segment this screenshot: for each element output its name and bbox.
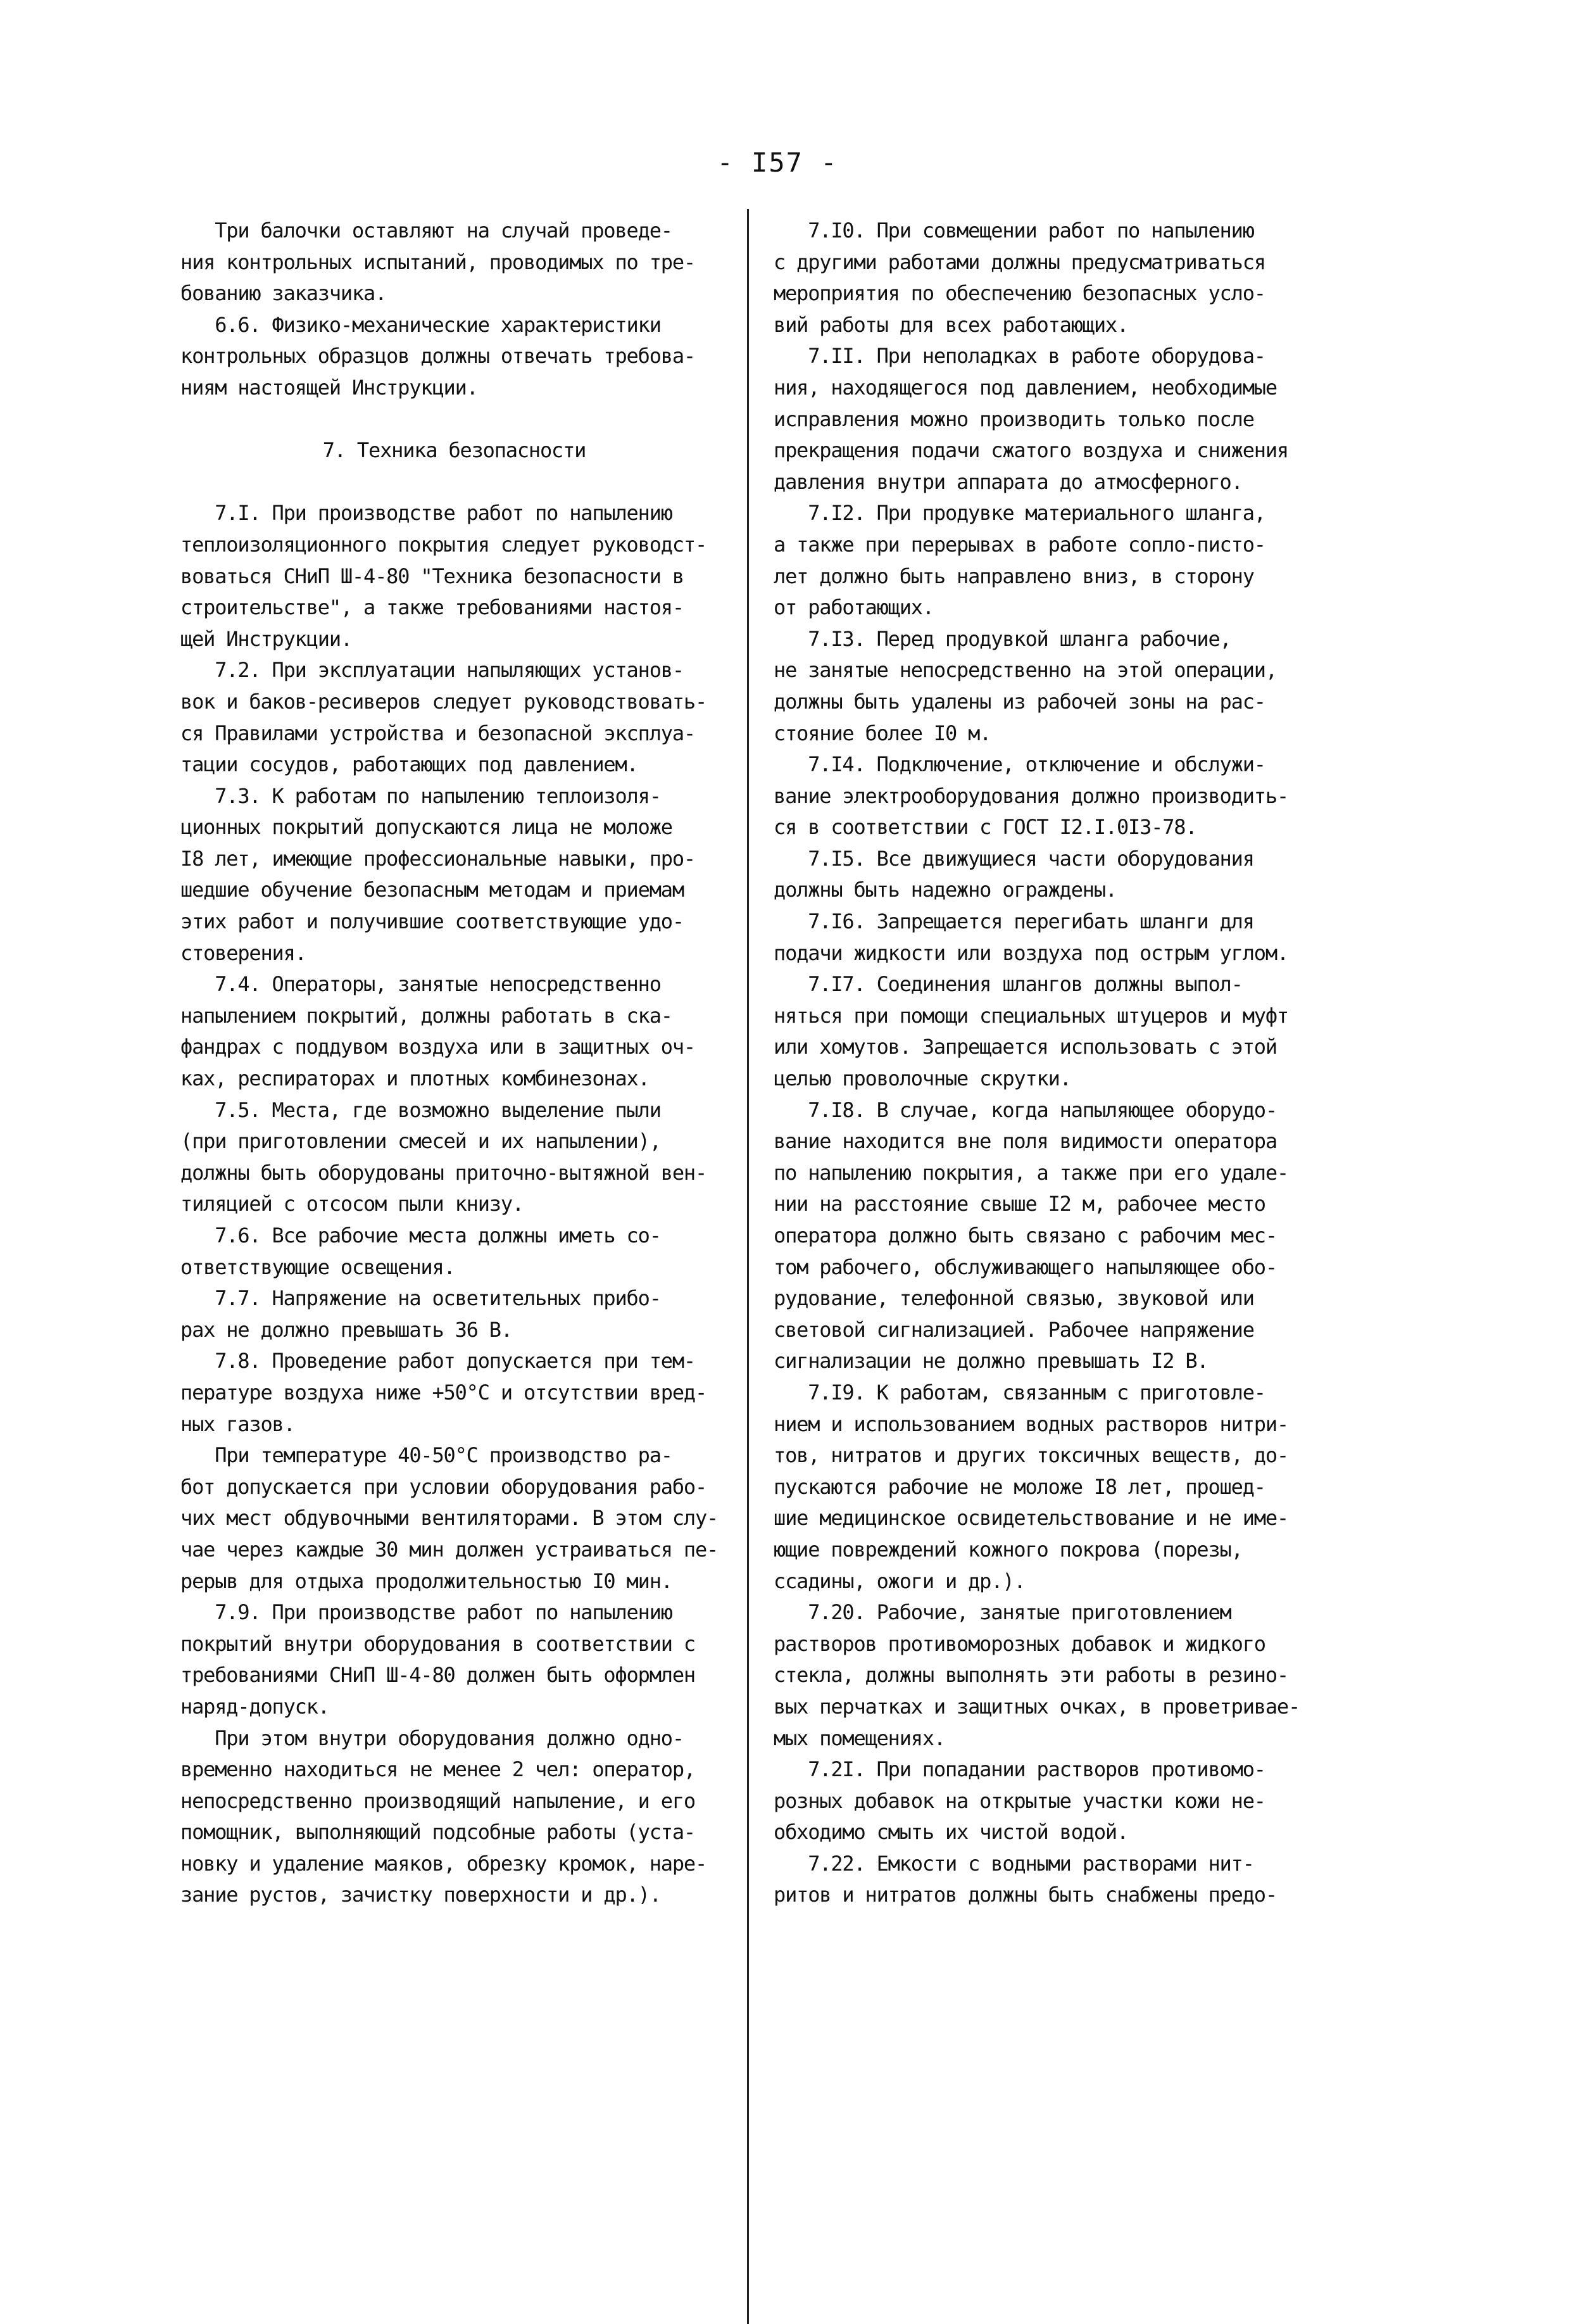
text-line: ответствующие освещения. [180,1254,455,1279]
text-line: должны быть оборудованы приточно-вытяжной вен- [180,1160,707,1185]
text-line: строительстве", а также требованиями настоя- [180,595,684,620]
text-line: 7.I4. Подключение, отключение и обслужи- [774,752,1265,777]
blank-line [180,467,728,498]
text-line: нии на расстояние свыше I2 м, рабочее место [774,1192,1265,1216]
text-line: теплоизоляционного покрытия следует руководст- [180,532,707,557]
text-line: чих мест обдувочными вентиляторами. В этом слу- [180,1506,719,1531]
text-line: ния контрольных испытаний, проводимых по тре- [180,249,695,274]
text-line: няться при помощи специальных штуцеров и муфт [774,1003,1288,1028]
text-line: ных газов. [180,1411,295,1436]
text-line: световой сигнализацией. Рабочее напряжение [774,1317,1254,1342]
text-line: этих работ и получившие соответствующие удо- [180,909,684,934]
text-line: 7.I7. Соединения шлангов должны выпол- [774,972,1243,997]
text-line: лет должно быть направлено вниз, в сторону [774,564,1254,588]
text-line: напылением покрытий, должны работать в ска- [180,1003,672,1028]
text-line: тов, нитратов и других токсичных веществ, до- [774,1443,1288,1468]
text-line: ссадины, ожоги и др.). [774,1569,1026,1593]
column-divider [747,209,749,2324]
text-line: целью проволочные скрутки. [774,1066,1071,1091]
text-line: 7.I3. Перед продувкой шланга рабочие, [774,626,1231,651]
text-line: шие медицинское освидетельствование и не име- [774,1506,1288,1531]
text-line: 7.8. Проведение работ допускается при тем- [180,1349,695,1374]
text-line: новку и удаление маяков, обрезку кромок, наре- [180,1851,707,1876]
text-line: вий работы для всех работающих. [774,312,1129,337]
text-line: вых перчатках и защитных очках, в проветривае- [774,1694,1300,1719]
text-line: 7.II. При неполадках в работе оборудова- [774,344,1265,369]
text-line: Три балочки оставляют на случай проведе- [180,218,672,243]
text-line: должны быть удалены из рабочей зоны на рас- [774,689,1265,714]
text-line: 7.I5. Все движущиеся части оборудования [774,846,1254,871]
text-line: вание находится вне поля видимости оператора [774,1129,1277,1154]
text-line: При температуре 40-50°С производство ра- [180,1443,672,1468]
text-line: исправления можно производить только после [774,407,1254,431]
text-line: покрытий внутри оборудования в соответствии с [180,1631,695,1656]
text-line: ния, находящегося под давлением, необходимые [774,375,1277,400]
text-line: воваться СНиП Ш-4-80 "Техника безопасности в [180,564,684,588]
text-line: том рабочего, обслуживающего напыляющее обо- [774,1254,1277,1279]
text-line: 7.I0. При совмещении работ по напылению [774,218,1254,243]
text-line: 6.6. Физико-механические характеристики [180,312,661,337]
text-line: стекла, должны выполнять эти работы в резино- [774,1663,1288,1688]
text-line: мых помещениях. [774,1726,945,1750]
text-line: ющие повреждений кожного покрова (порезы, [774,1537,1243,1562]
text-line: от работающих. [774,595,934,620]
text-line: 7.I6. Запрещается перегибать шланги для [774,909,1254,934]
text-line: контрольных образцов должны отвечать требова- [180,344,695,369]
text-line: сигнализации не должно превышать I2 В. [774,1349,1208,1374]
text-line: 7.7. Напряжение на осветительных прибо- [180,1286,661,1311]
text-line: прекращения подачи сжатого воздуха и снижения [774,438,1288,463]
text-line: рудование, телефонной связью, звуковой или [774,1286,1254,1311]
text-line: оператора должно быть связано с рабочим мес- [774,1223,1277,1247]
text-line: бованию заказчика. [180,281,387,306]
right-text-column [774,215,1394,1911]
text-line: фандрах с поддувом воздуха или в защитных оч- [180,1035,695,1059]
text-line: розных добавок на открытые участки кожи не- [774,1788,1265,1813]
text-line: 7.20. Рабочие, занятые приготовлением [774,1600,1231,1625]
text-line: 7.9. При производстве работ по напылению [180,1600,672,1625]
text-line: ционных покрытий допускаются лица не моложе [180,815,672,840]
text-line: растворов противоморозных добавок и жидкого [774,1631,1265,1656]
text-line: ках, респираторах и плотных комбинезонах. [180,1066,650,1091]
text-line: давления внутри аппарата до атмосферного. [774,469,1243,494]
text-line: (при приготовлении смесей и их напылении), [180,1129,661,1154]
text-line: ритов и нитратов должны быть снабжены предо- [774,1883,1277,1907]
text-line: шедшие обучение безопасным методам и приемам [180,878,684,902]
text-line: 7.I8. В случае, когда напыляющее оборудо- [774,1097,1277,1122]
text-line: 7.5. Места, где возможно выделение пыли [180,1097,661,1122]
text-line: 7.I9. К работам, связанным с приготовле- [774,1380,1265,1405]
text-line: вание электрооборудования должно производить- [774,783,1288,808]
text-line: рерыв для отдыха продолжительностью I0 мин. [180,1569,672,1593]
text-line: 7.I2. При продувке материального шланга, [774,501,1265,526]
left-text-column [180,215,728,1911]
text-line: а также при перерывах в работе сопло-писто- [774,532,1265,557]
text-line: 7.2I. При попадании растворов противомо- [774,1757,1265,1782]
section-heading: 7. Техника безопасности [322,438,586,463]
text-line: При этом внутри оборудования должно одно- [180,1726,684,1750]
text-line: подачи жидкости или воздуха под острым углом. [774,940,1288,965]
text-line: пературе воздуха ниже +50°С и отсутствии вред- [180,1380,707,1405]
text-line: стояние более I0 м. [774,721,991,745]
text-line: I8 лет, имеющие профессиональные навыки, про- [180,846,695,871]
text-line: тиляцией с отсосом пыли книзу. [180,1192,524,1216]
text-line: ся в соответствии с ГОСТ I2.I.0I3-78. [774,815,1197,840]
text-line: стоверения. [180,940,306,965]
text-line: непосредственно производящий напыление, и его [180,1788,695,1813]
text-line: вок и баков-ресиверов следует руководствовать- [180,689,707,714]
text-line: тации сосудов, работающих под давлением. [180,752,638,777]
text-line: должны быть надежно ограждены. [774,878,1117,902]
text-line: ся Правилами устройства и безопасной эксплуа- [180,721,695,745]
text-line: 7.2. При эксплуатации напыляющих установ- [180,658,684,683]
text-line: 7.I. При производстве работ по напылению [180,501,672,526]
text-line: 7.6. Все рабочие места должны иметь со- [180,1223,661,1247]
text-line: требованиями СНиП Ш-4-80 должен быть оформлен [180,1663,695,1688]
text-line: 7.4. Операторы, занятые непосредственно [180,972,661,997]
text-line: чае через каждые 30 мин должен устраиваться пе- [180,1537,719,1562]
text-line: не занятые непосредственно на этой операции, [774,658,1277,683]
text-line: помощник, выполняющий подсобные работы (уста- [180,1820,695,1845]
page-number: - I57 - [717,147,838,178]
text-line: щей Инструкции. [180,626,352,651]
text-line: или хомутов. Запрещается использовать с этой [774,1035,1277,1059]
blank-line [180,404,728,436]
text-line: бот допускается при условии оборудования рабо- [180,1474,707,1499]
text-line: по напылению покрытия, а также при его удале- [774,1160,1288,1185]
text-line: рах не должно превышать 36 В. [180,1317,512,1342]
text-line: зание рустов, зачистку поверхности и др.). [180,1883,661,1907]
text-line: нием и использованием водных растворов нитри- [774,1411,1288,1436]
text-line: пускаются рабочие не моложе I8 лет, прошед- [774,1474,1265,1499]
text-line: с другими работами должны предусматриваться [774,249,1265,274]
text-line: наряд-допуск. [180,1694,329,1719]
text-line: 7.22. Емкости с водными растворами нит- [774,1851,1254,1876]
text-line: 7.3. К работам по напылению теплоизоля- [180,783,661,808]
text-line: мероприятия по обеспечению безопасных усло- [774,281,1265,306]
text-line: обходимо смыть их чистой водой. [774,1820,1129,1845]
text-line: ниям настоящей Инструкции. [180,375,478,400]
text-line: временно находиться не менее 2 чел: оператор, [180,1757,695,1782]
